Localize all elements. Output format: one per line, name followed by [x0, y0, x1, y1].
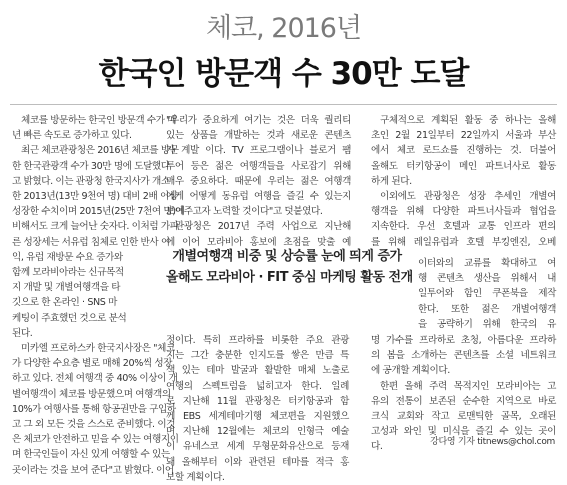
article-line: 한편 올해 주력 목적지인 모라비아는 고 [380, 380, 556, 392]
article-line: 께 EBS 세계테마기행 체코편을 지원했으 [166, 411, 349, 423]
article-line: 비해서도 크게 늘어난 숫자다. 이처럼 가파 [12, 221, 179, 233]
article-line: 보할 계획이다. [166, 471, 225, 483]
article-line: 10%가 여행사를 통해 항공권만을 구입하 [12, 403, 176, 415]
article-line: 지 개발 및 개별여행객을 타 [12, 282, 121, 294]
article-line: 른 성장세는 서유럽 침체로 인한 반사 이 [12, 236, 170, 248]
article-line: 투어 등은 젊은 여행객들을 사로잡기 위해 [166, 160, 351, 172]
article-line: 을 공략하기 위해 한국의 유 [418, 318, 556, 330]
article-subheadline [166, 246, 413, 288]
article-line: 하게 된다. [371, 175, 412, 187]
article-column-2-bottom [166, 333, 349, 485]
subheadline-line-2: 올해도 모라비아 · FIT 중심 마케팅 활동 전개 [166, 270, 413, 285]
article-line: 가 다양한 수요층 별로 매해 20%씩 성장 [12, 358, 173, 370]
article-line: 를 위해 레일유럽과 호텔 부킹엔진, 오베 [371, 236, 556, 248]
article-column-3-top [371, 113, 556, 250]
article-line: 돼 올해부터 이와 관련된 테마를 적극 홍 [166, 456, 349, 468]
article-line: 체코를 방문하는 한국인 방문객 수가 매 [21, 115, 177, 126]
article-line: 고성과 와인 및 미식을 즐길 수 있는 곳이 [371, 426, 556, 438]
article-line: 올해도 터키항공이 메인 파트너사로 활동 [371, 160, 556, 172]
article-line: 깃으로 한 온라인 · SNS 마 [12, 297, 117, 309]
article-column-2-top [166, 113, 351, 250]
article-line: 에게 어떻게 동유럽 여행을 즐길 수 있는지 [166, 191, 351, 203]
article-line: 행 콘텐츠 생산을 위해서 내 [418, 273, 556, 285]
article-line: 함께 모라비아라는 신규목적 [12, 267, 124, 279]
article-line: 이외에도 관광청은 성장 추세인 개별여 [380, 191, 556, 203]
article-kicker: 체코, 2016년 [205, 13, 362, 44]
article-line: 곳이라는 것을 보여 준다"고 밝혔다. 이어 [12, 464, 174, 476]
article-line: 의 봄을 소개하는 콘텐츠를 소셜 네트워크 [371, 350, 556, 362]
article-line: 고 그 외 모든 것을 스스로 준비했다. 이것 [12, 419, 176, 431]
subheadline-line-1: 개별여행객 비중 및 상승률 눈에 띄게 증가 [172, 249, 402, 264]
article-line: 있는 상품을 개발하는 것과 새로운 콘텐츠 [166, 130, 351, 142]
article-line: 고 밝혔다. 이는 관광청 한국지사가 개소 [12, 175, 170, 187]
article-line: 크식 교회와 작고 로맨틱한 골목, 오래된 [371, 411, 556, 423]
article-line: 한다. 또한 젊은 개별여행객 [418, 303, 556, 315]
article-line: 에 이어 모라비아 홍보에 초점을 맞출 예 [166, 236, 351, 248]
article-headline: 한국인 방문객 수 30만 도달 [98, 56, 469, 92]
article-line: 다. [371, 441, 383, 453]
article-column-1 [12, 113, 185, 478]
article-line: 은 체코가 안전하고 믿을 수 있는 여행지이 [12, 434, 179, 446]
article-line: 유의 전통이 보존된 순수한 지역으로 바로 [371, 395, 556, 407]
article-line: 정이다. 특히 프라하를 비롯한 주요 관광 [166, 335, 349, 346]
article-line: 관광청은 2017년 주력 사업으로 지난해 [175, 221, 351, 233]
article-line: 지속한다. 우선 호텔과 교통 인프라 편의 [371, 221, 556, 233]
article-line: 익, 유럽 재방문 수요 증가와 [12, 251, 123, 263]
headline-divider [10, 104, 557, 105]
article-line: 케팅이 주효했던 것으로 분석 [12, 312, 127, 324]
article-line: 보여주고자 노력할 것이다"고 덧붙였다. [166, 206, 323, 218]
article-line: 이터와의 교류를 확대하고 여 [418, 258, 556, 269]
article-line: 지는 그간 충분한 인지도를 쌓은 만큼 특 [166, 350, 349, 362]
article-line: 여행의 스펙트럼을 넓히고자 한다. 일례 [166, 380, 349, 392]
article-line: 행객을 위해 다양한 파트너사들과 협업을 [371, 206, 556, 218]
article-line: 며 한국인들이 자신 있게 여행할 수 있는 [12, 449, 170, 461]
article-line: 구체적으로 계획된 활동 중 하나는 올해 [380, 115, 556, 126]
article-column-3-middle [418, 256, 556, 332]
article-line: 가 계발 이다. TV 프로그램이나 블로거 팸 [166, 145, 351, 157]
article-line: 한 한국관광객 수가 30만 명에 도달했다 [12, 160, 170, 172]
article-line: 한 2013년(13만 9천여 명) 대비 2배 이상 [12, 191, 178, 203]
article-line: 미카엘 프로하스카 한국지사장은 "체코 [21, 343, 175, 355]
article-line: 매우 중요하다. 때문에 우리는 젊은 여행객 [166, 175, 351, 187]
article-line: "우리가 중요하게 여기는 것은 더욱 퀄리티 [166, 115, 351, 126]
article-line: 이 유네스코 세계 무형문화유산으로 등재 [166, 441, 349, 453]
article-line: 년 빠른 속도로 증가하고 있다. [12, 130, 132, 142]
article-line: 에 공개할 계획이다. [371, 365, 450, 377]
article-line: 최근 체코관광청은 2016년 체코를 방문 [21, 145, 179, 157]
article-line: 초인 2월 21일부터 22일까지 서울과 부산 [371, 130, 556, 142]
article-line: 색 있는 테마 발굴과 활발한 매체 노출로 [166, 365, 349, 377]
article-line: 일투어와 함인 쿠폰북을 제작 [418, 288, 556, 300]
article-line: 며 지난해 12월에는 체코의 인형극 예술 [166, 426, 349, 438]
article-line: 별여행객이 체코를 방문했으며 여행객의 [12, 388, 171, 400]
article-line: 성장한 수치이며 2015년(25만 7천여 명)에 [12, 206, 185, 218]
article-line: 된다. [12, 327, 33, 339]
article-line: 로 지난해 11월 관광청은 터키항공과 함 [166, 395, 349, 407]
article-line: 하고 있다. 전체 여행객 중 40% 이상이 개 [12, 373, 178, 385]
article-byline: 강다영 기자 titnews@chol.com [430, 437, 555, 447]
article-line: 명 가수를 프라하로 초청, 아름다운 프라하 [371, 335, 556, 346]
article-line: 에서 체코 로드쇼를 진행하는 것. 더불어 [371, 145, 556, 157]
